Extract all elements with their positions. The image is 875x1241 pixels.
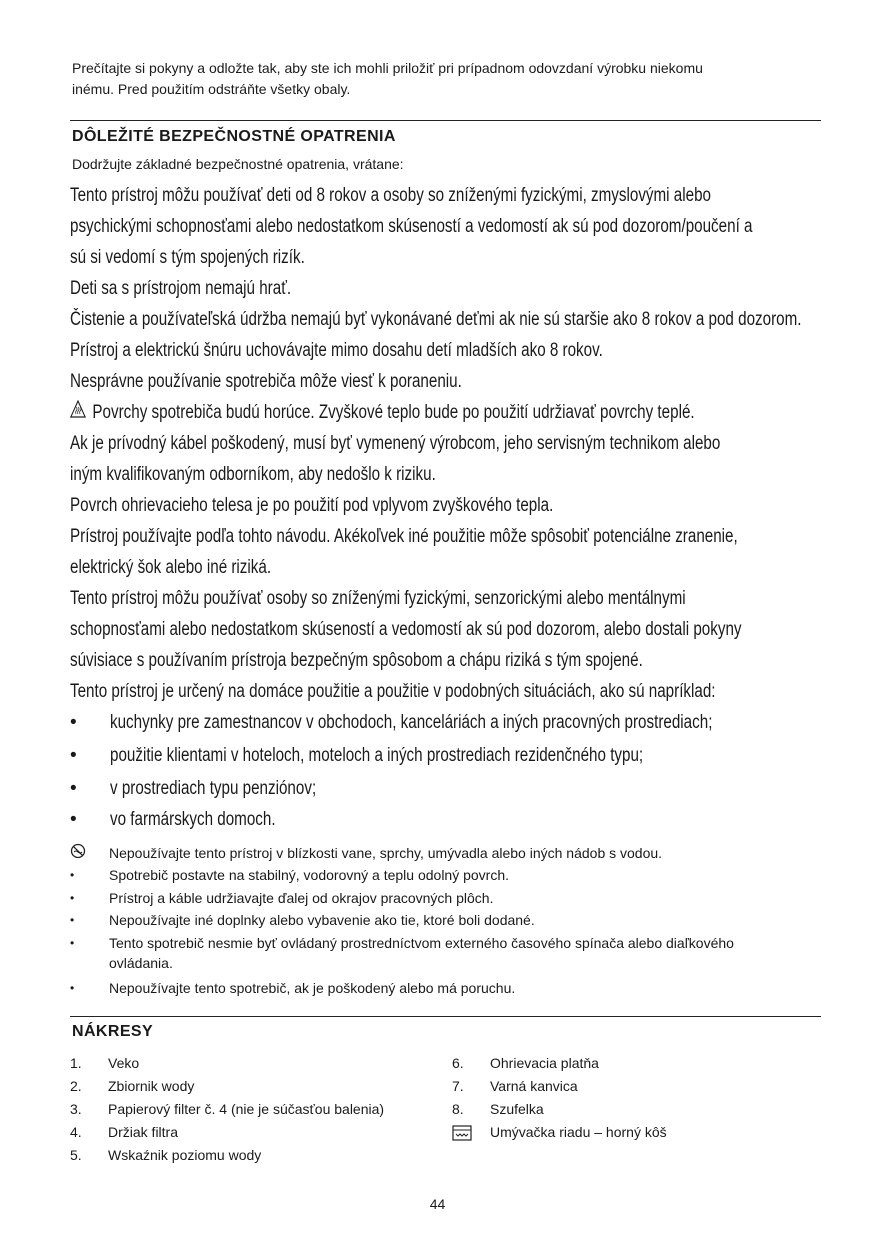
parts-label: Veko [108, 1055, 140, 1071]
safety-line: elektrický šok alebo iné riziká. [70, 557, 272, 578]
bullet: • [70, 778, 77, 799]
bullet: • [70, 913, 75, 927]
parts-number: 7. [452, 1078, 464, 1094]
dishwasher-top-rack-icon [452, 1125, 472, 1148]
safety-line: Tento prístroj môžu používať deti od 8 rokov a osoby so zníženými fyzickými, zmyslovými alebo [70, 185, 711, 206]
safety-line: sú si vedomí s tým spojených rizík. [70, 247, 305, 268]
bullet: • [70, 809, 77, 830]
section-divider [70, 120, 821, 121]
parts-number: 1. [70, 1055, 82, 1071]
parts-item [70, 1121, 440, 1144]
safety-line: Ak je prívodný kábel poškodený, musí byť vymenený výrobcom, jeho servisným technikom alebo [70, 433, 721, 454]
parts-item [70, 1052, 440, 1075]
parts-list-left [70, 1052, 440, 1167]
parts-item [452, 1075, 812, 1098]
safety-text [70, 180, 830, 707]
list-item-text: použitie klientami v hoteloch, moteloch a iných prostrediach rezidenčného typu; [110, 745, 644, 766]
bullet: • [70, 981, 75, 995]
bullet: • [70, 712, 77, 733]
safety-line: Tento prístroj môžu používať osoby so zníženými fyzickými, senzorickými alebo mentálnymi [70, 588, 686, 609]
parts-item [70, 1075, 440, 1098]
no-water-icon [70, 843, 90, 865]
list-item-text: Nepoužívajte tento prístroj v blízkosti vane, sprchy, umývadla alebo iných nádob s vodou. [109, 845, 663, 861]
intro-line-2: inému. Pred použitím odstráňte všetky obaly. [72, 81, 351, 97]
hot-surface-text: Povrchy spotrebiča budú horúce. Zvyškové teplo bude po použití udržiavať povrchy teplé. [92, 402, 695, 423]
hot-surface-warning-icon [70, 397, 86, 428]
parts-item [70, 1098, 440, 1121]
list-item-text: kuchynky pre zamestnancov v obchodoch, kanceláriách a iných pracovných prostrediach; [110, 712, 713, 733]
parts-label: Papierový filter č. 4 (nie je súčasťou balenia) [108, 1101, 385, 1117]
safety-line: Tento prístroj je určený na domáce použitie a použitie v podobných situáciách, ako sú napríklad: [70, 681, 716, 702]
parts-list-right [452, 1052, 812, 1144]
parts-number: 8. [452, 1101, 464, 1117]
list-item-text: Nepoužívajte tento spotrebič, ak je poškodený alebo má poruchu. [109, 980, 516, 996]
safety-line: psychickými schopnosťami alebo nedostatkom skúseností a vedomostí ak sú pod dozorom/poučení a [70, 216, 753, 237]
bullet: • [70, 936, 75, 950]
safety-line: iným kvalifikovaným odborníkom, aby nedošlo k riziku. [70, 464, 436, 485]
parts-item [452, 1121, 812, 1144]
parts-label: Zbiornik wody [108, 1078, 195, 1094]
safety-line: Čistenie a používateľská údržba nemajú byť vykonávané deťmi ak nie sú staršie ako 8 rokov a pod dozorom. [70, 309, 802, 330]
bullet: • [70, 745, 77, 766]
parts-label: Varná kanvica [490, 1078, 578, 1094]
parts-number: 5. [70, 1147, 82, 1163]
safety-line: Prístroj používajte podľa tohto návodu. Akékoľvek iné použitie môže spôsobiť potenciálne zranenie, [70, 526, 738, 547]
safety-line: Povrch ohrievacieho telesa je po použití pod vplyvom zvyškového tepla. [70, 495, 554, 516]
list-item-text: Spotrebič postavte na stabilný, vodorovný a teplu odolný povrch. [109, 867, 510, 883]
parts-item [452, 1098, 812, 1121]
safety-line: Deti sa s prístrojom nemajú hrať. [70, 278, 292, 299]
list-item-text: Prístroj a káble udržiavajte ďalej od okrajov pracovných plôch. [109, 890, 494, 906]
section-divider [70, 1016, 821, 1017]
parts-item [452, 1052, 812, 1075]
safety-line: súvisiace s používaním prístroja bezpečným spôsobom a chápu riziká s tým spojené. [70, 650, 643, 671]
diagrams-heading: NÁKRESY [72, 1023, 154, 1040]
list-item-text: v prostrediach typu penziónov; [110, 778, 317, 799]
hot-surface-line [70, 397, 695, 428]
intro-paragraph [72, 58, 817, 100]
parts-number: 6. [452, 1055, 464, 1071]
safety-line: Nesprávne používanie spotrebiča môže viesť k poraneniu. [70, 371, 462, 392]
safety-heading: DÔLEŽITÉ BEZPEČNOSTNÉ OPATRENIA [72, 128, 396, 145]
bullet: • [70, 868, 75, 882]
parts-label: Držiak filtra [108, 1124, 179, 1140]
parts-number: 2. [70, 1078, 82, 1094]
parts-label: Wskaźnik poziomu wody [108, 1147, 262, 1163]
list-item-text: Nepoužívajte iné doplnky alebo vybavenie ako tie, ktoré boli dodané. [109, 912, 535, 928]
bullet: • [70, 891, 75, 905]
parts-number: 4. [70, 1124, 82, 1140]
parts-label: Umývačka riadu – horný kôš [490, 1124, 667, 1140]
page-number: 44 [429, 1196, 446, 1212]
safety-line: schopnosťami alebo nedostatkom skúseností a vedomostí ak sú pod dozorom, alebo dostali pokyny [70, 619, 742, 640]
safety-line: Prístroj a elektrickú šnúru uchovávajte mimo dosahu detí mladších ako 8 rokov. [70, 340, 603, 361]
parts-item [70, 1144, 440, 1167]
parts-label: Ohrievacia platňa [490, 1055, 599, 1071]
parts-number: 3. [70, 1101, 82, 1117]
parts-label: Szufelka [490, 1101, 544, 1117]
list-item-text: vo farmárskych domoch. [110, 809, 276, 830]
intro-line-1: Prečítajte si pokyny a odložte tak, aby ste ich mohli priložiť pri prípadnom odovzdaní výrobku niekomu [72, 60, 703, 76]
list-item-text: Tento spotrebič nesmie byť ovládaný prostredníctvom externého časového spínača alebo diaľkového ovládania. [109, 935, 734, 971]
safety-subline: Dodržujte základné bezpečnostné opatrenia, vrátane: [72, 156, 404, 172]
